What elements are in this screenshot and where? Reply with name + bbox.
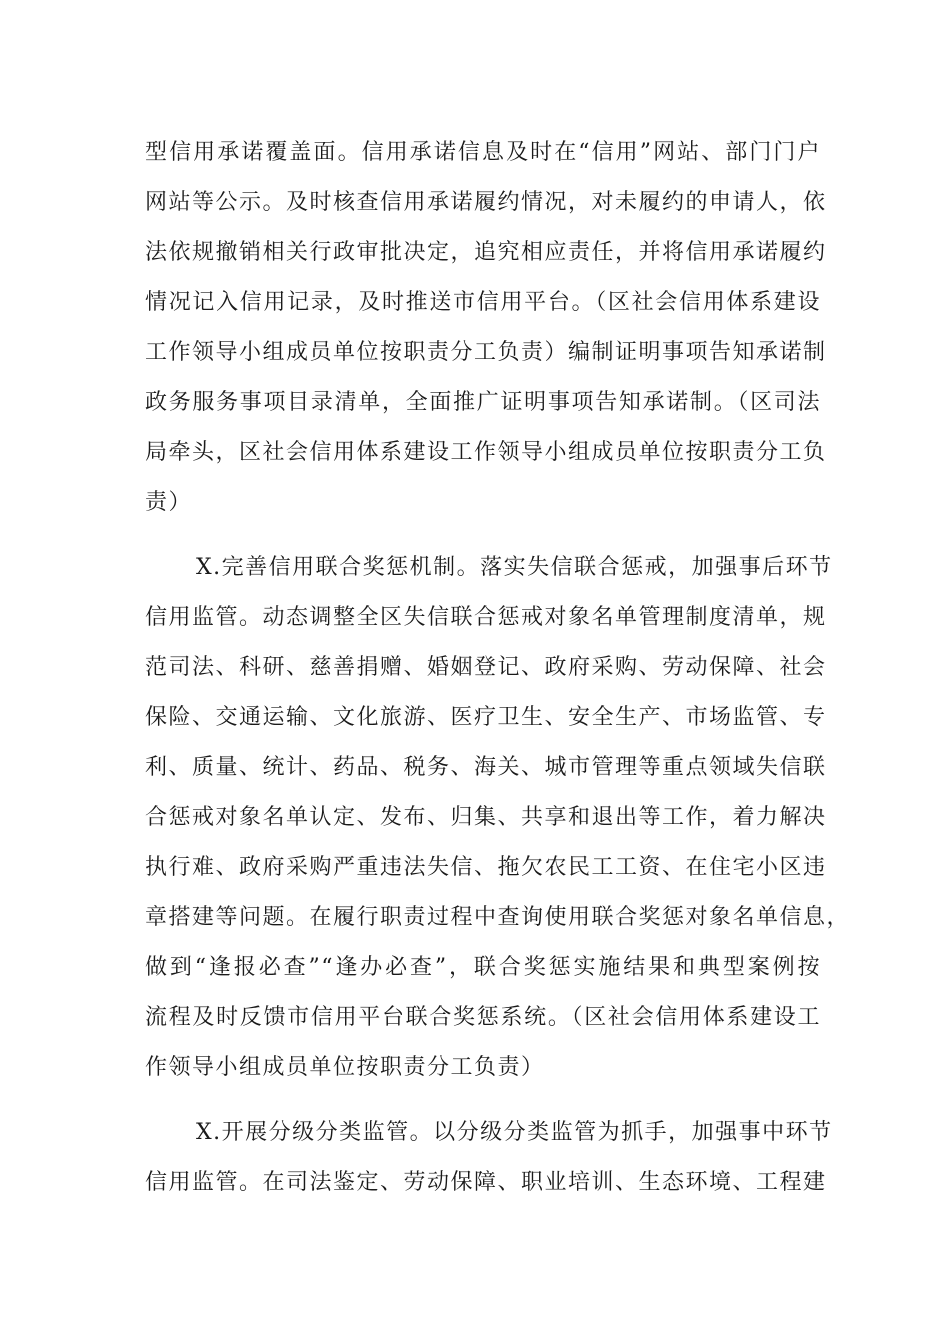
- text-line: X.开展分级分类监管。以分级分类监管为抓手，加强事中环节: [196, 1120, 833, 1145]
- paragraph-tiered-supervision: [145, 1108, 833, 1208]
- document-body: [145, 128, 851, 1208]
- text-line: X.完善信用联合奖惩机制。落实失信联合惩戒，加强事后环节: [196, 555, 833, 580]
- paragraph-spacer: [145, 528, 821, 543]
- text-line: 网站等公示。及时核查信用承诺履约情况，对未履约的申请人，依: [145, 190, 827, 215]
- paragraph-joint-reward-punishment: [145, 543, 851, 1093]
- text-line: 合惩戒对象名单认定、发布、归集、共享和退出等工作，着力解决: [145, 805, 827, 830]
- text-line: 做到“逢报必查”“逢办必查”，联合奖惩实施结果和典型案例按: [145, 955, 821, 980]
- text-line: 信用监管。动态调整全区失信联合惩戒对象名单管理制度清单，规: [145, 605, 827, 630]
- text-line: 法依规撤销相关行政审批决定，追究相应责任，并将信用承诺履约: [145, 240, 827, 265]
- text-line: 利、质量、统计、药品、税务、海关、城市管理等重点领域失信联: [145, 755, 827, 780]
- paragraph-spacer: [145, 1093, 821, 1108]
- text-line: 信用监管。在司法鉴定、劳动保障、职业培训、生态环境、工程建: [145, 1170, 827, 1195]
- paragraph-credit-commitment: [145, 128, 827, 528]
- text-line: 工作领导小组成员单位按职责分工负责）编制证明事项告知承诺制: [145, 340, 827, 365]
- text-line: 局牵头，区社会信用体系建设工作领导小组成员单位按职责分工负: [145, 440, 827, 465]
- text-line: 责）: [145, 490, 193, 515]
- text-line: 作领导小组成员单位按职责分工负责）: [145, 1055, 545, 1080]
- text-line: 情况记入信用记录，及时推送市信用平台。（区社会信用体系建设: [145, 290, 821, 315]
- text-line: 范司法、科研、慈善捐赠、婚姻登记、政府采购、劳动保障、社会: [145, 655, 827, 680]
- text-line: 章搭建等问题。在履行职责过程中查询使用联合奖惩对象名单信息，: [145, 905, 851, 930]
- text-line: 型信用承诺覆盖面。信用承诺信息及时在“信用”网站、部门门户: [145, 140, 821, 165]
- text-line: 保险、交通运输、文化旅游、医疗卫生、安全生产、市场监管、专: [145, 705, 827, 730]
- text-line: 流程及时反馈市信用平台联合奖惩系统。（区社会信用体系建设工: [145, 1005, 821, 1030]
- text-line: 政务服务事项目录清单，全面推广证明事项告知承诺制。（区司法: [145, 390, 821, 415]
- text-line: 执行难、政府采购严重违法失信、拖欠农民工工资、在住宅小区违: [145, 855, 827, 880]
